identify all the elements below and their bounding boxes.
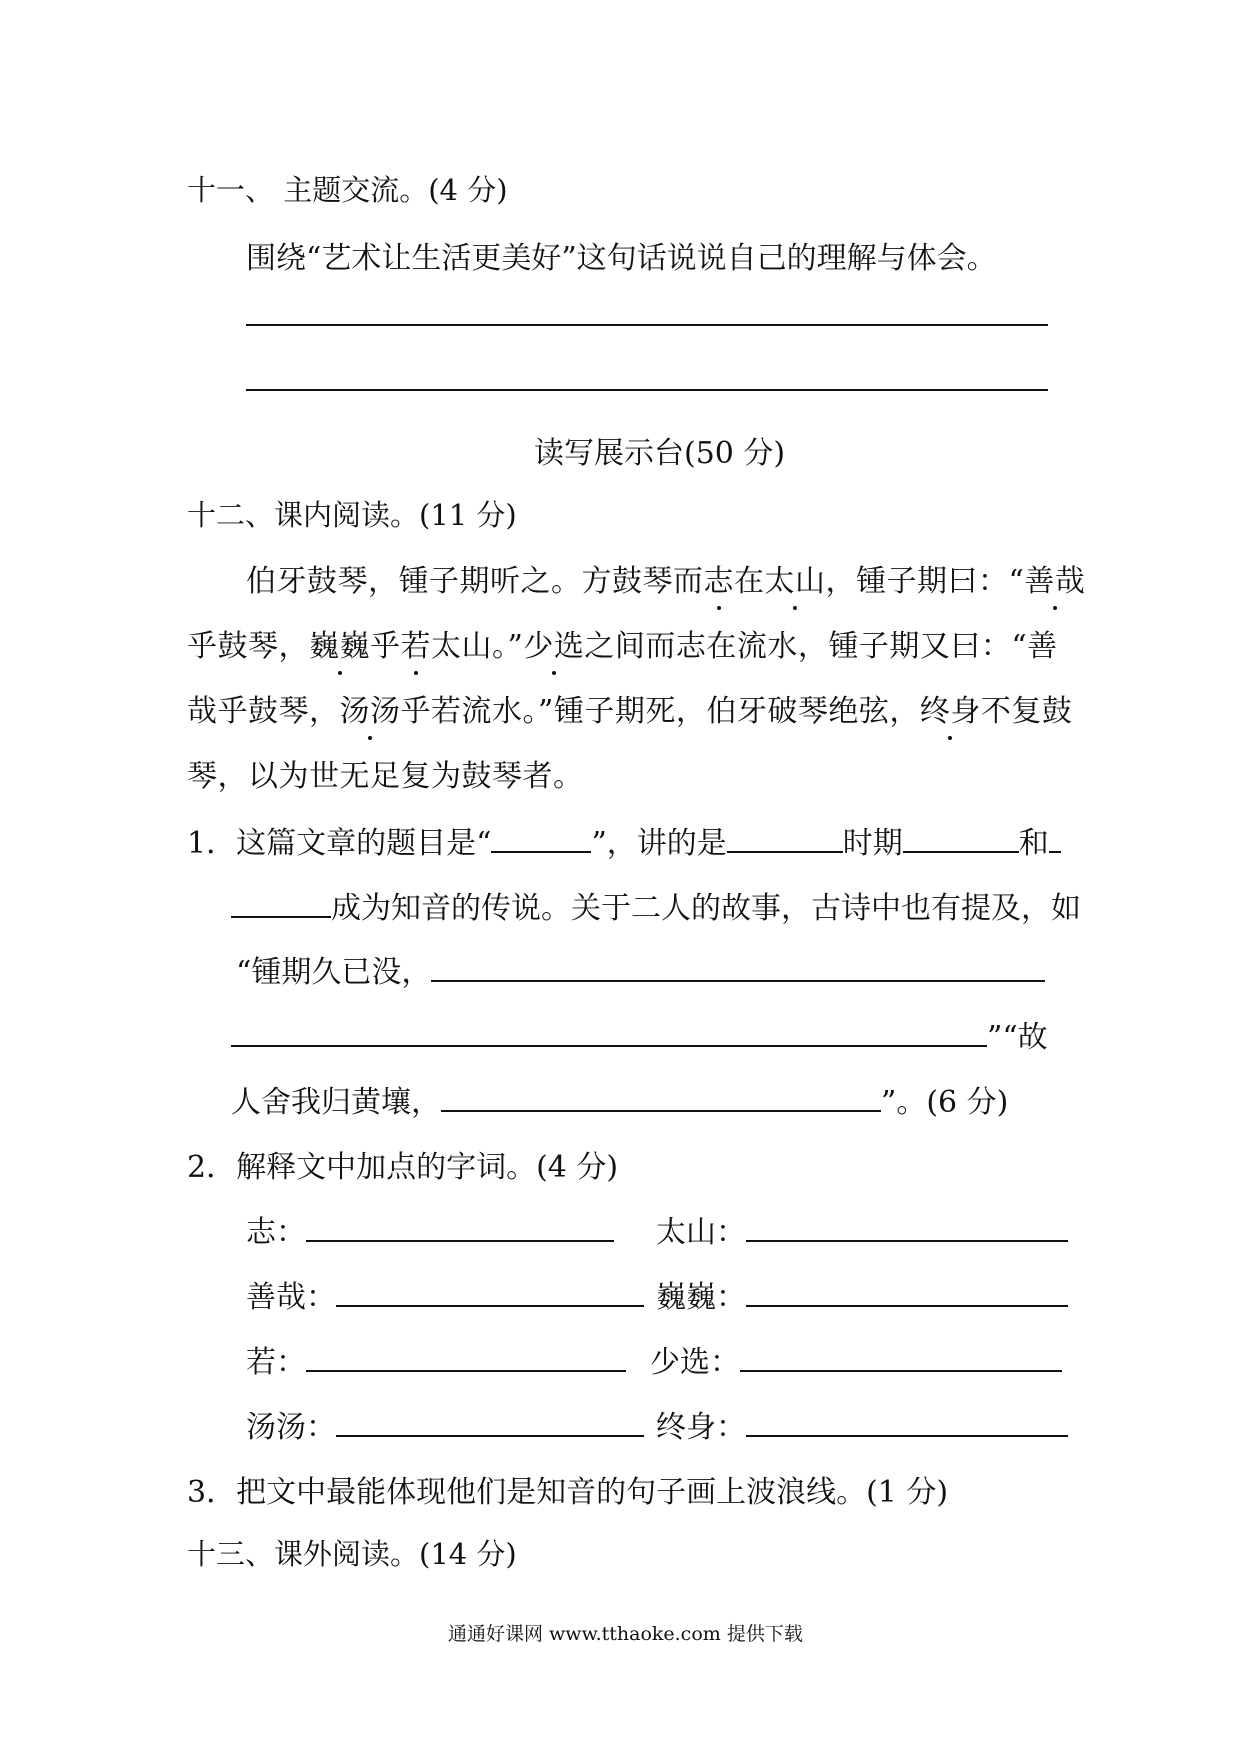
q1-blank-poem1-cont[interactable]	[231, 1019, 987, 1047]
q3-text: 3．把文中最能体现他们是知音的句子画上波浪线。(1 分)	[187, 1475, 949, 1510]
section-13-heading: 十三、课外阅读。(14 分)	[187, 1537, 517, 1571]
passage-text: 在	[734, 564, 765, 599]
dotted-word-shangshang: 汤汤	[340, 686, 401, 730]
q1-number: 1．	[187, 826, 237, 861]
q2-item-shangshang	[246, 1402, 644, 1446]
q1-text: ”，讲的是	[591, 826, 727, 861]
q2-item-shaoxuan	[650, 1337, 1062, 1381]
passage-text: 哉乎鼓琴，	[187, 694, 340, 729]
q1-text: 时期	[842, 826, 903, 861]
q2-item-label: 太山：	[656, 1215, 746, 1250]
answer-line-1[interactable]	[246, 324, 1048, 326]
passage-line-3	[187, 686, 1072, 730]
section-12-heading: 十二、课内阅读。(11 分)	[187, 498, 517, 532]
q1-text: ”。(6 分)	[881, 1085, 1009, 1120]
dotted-word-zhi: 志	[704, 556, 735, 600]
q2-blank-shaoxuan[interactable]	[740, 1344, 1062, 1372]
q1-line-3	[236, 947, 1045, 991]
q1-blank-person1[interactable]	[903, 825, 1019, 853]
section-11-heading: 十一、 主题交流。(4 分)	[187, 173, 508, 207]
dotted-word-zhongshen: 终身	[920, 686, 981, 730]
dotted-word-ruo: 若	[401, 621, 432, 665]
q2-blank-weiwei[interactable]	[746, 1279, 1068, 1307]
q1-text: 和	[1018, 826, 1049, 861]
passage-text: 乎若流水。”锺子期死，伯牙破琴绝弦，	[400, 694, 920, 729]
q2-blank-shanzai[interactable]	[336, 1279, 644, 1307]
q2-blank-shangshang[interactable]	[336, 1409, 644, 1437]
q1-text: ”“故	[987, 1020, 1048, 1055]
q2-item-ruo	[246, 1337, 626, 1381]
q2-item-label: 善哉：	[246, 1280, 336, 1315]
q2-blank-ruo[interactable]	[306, 1344, 626, 1372]
q2-text: 2．解释文中加点的字词。(4 分)	[187, 1150, 619, 1185]
q1-blank-poem1[interactable]	[431, 954, 1045, 982]
passage-text: 伯牙鼓琴，锺子期听之。方鼓琴而	[246, 564, 704, 599]
q1-blank-period[interactable]	[727, 825, 843, 853]
passage-line-1	[246, 556, 1085, 600]
q1-line-5	[231, 1077, 1008, 1121]
q2-item-label: 志：	[246, 1215, 306, 1250]
passage-text: 之间而志在流水，锺子期又曰：“善	[584, 629, 1058, 664]
q2-item-zhi	[246, 1207, 614, 1251]
footer-text: 通通好课网 www.tthaoke.com 提供下载	[448, 1623, 803, 1645]
q1-blank-person2[interactable]	[231, 890, 331, 918]
q1-line-2	[231, 883, 1081, 927]
q2-item-zhongshen	[656, 1402, 1068, 1446]
q2-item-taishan	[656, 1207, 1068, 1251]
q1-text: 人舍我归黄壤，	[231, 1085, 441, 1120]
q2-item-label: 终身：	[656, 1410, 746, 1445]
passage-line-2	[187, 621, 1058, 665]
q2-blank-zhongshen[interactable]	[746, 1409, 1068, 1437]
dotted-word-taishan: 太山	[765, 556, 826, 600]
q1-line-1	[187, 818, 1061, 862]
q2-blank-zhi[interactable]	[306, 1214, 614, 1242]
q2-item-label: 若：	[246, 1345, 306, 1380]
q2-item-weiwei	[656, 1272, 1068, 1316]
q1-text: 成为知音的传说。关于二人的故事，古诗中也有提及，如	[331, 891, 1081, 926]
dotted-word-shanzai: 善哉	[1024, 556, 1085, 600]
dotted-word-shaoxuan: 少选	[523, 621, 584, 665]
passage-text: 太山。”	[431, 629, 524, 664]
q2-item-label: 巍巍：	[656, 1280, 746, 1315]
dotted-word-weiwei: 巍巍	[309, 621, 370, 665]
q2-item-label: 少选：	[650, 1345, 740, 1380]
q1-text: “锺期久已没，	[236, 955, 432, 990]
q1-text: 这篇文章的题目是“	[236, 826, 492, 861]
q1-blank-poem2[interactable]	[441, 1084, 881, 1112]
q2-item-label: 汤汤：	[246, 1410, 336, 1445]
part-title: 读写展示台(50 分)	[534, 436, 786, 471]
answer-line-2[interactable]	[246, 389, 1048, 391]
section-11-prompt: 围绕“艺术让生活更美好”这句话说说自己的理解与体会。	[246, 241, 997, 276]
q1-blank-person2-start[interactable]	[1049, 825, 1061, 853]
passage-text: ，锺子期曰：“	[825, 564, 1025, 599]
passage-text: 乎	[370, 629, 401, 664]
q2-blank-taishan[interactable]	[746, 1214, 1068, 1242]
q1-blank-title[interactable]	[491, 825, 591, 853]
passage-text: 乎鼓琴，	[187, 629, 309, 664]
q2-item-shanzai	[246, 1272, 644, 1316]
q1-line-4	[231, 1012, 1048, 1056]
passage-text: 不复鼓	[980, 694, 1073, 729]
passage-line-4: 琴，以为世无足复为鼓琴者。	[187, 759, 584, 794]
